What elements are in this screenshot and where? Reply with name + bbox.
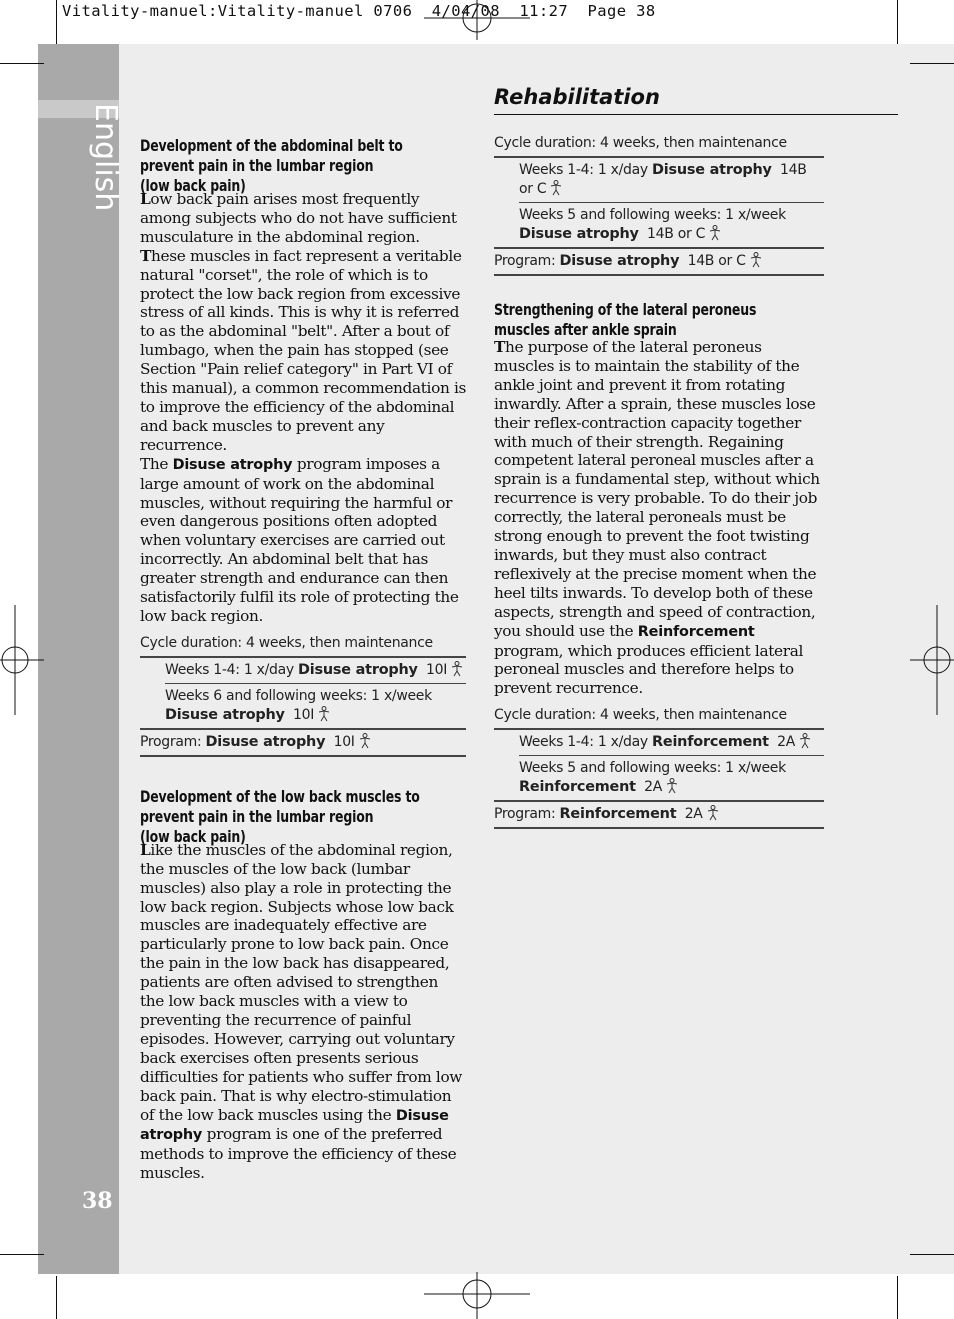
print-slug-line: Vitality-manuel:Vitality-manuel 0706 4/04/08 11:27 Page 38 xyxy=(62,2,656,20)
person-figure-icon xyxy=(706,805,720,821)
crop-mark xyxy=(56,0,57,44)
person-figure-icon xyxy=(358,733,372,749)
crop-mark xyxy=(0,1254,44,1255)
peroneus-heading: Strengthening of the lateral peroneus muscles after ankle sprain xyxy=(494,300,757,339)
crop-mark xyxy=(897,0,898,44)
registration-mark-icon xyxy=(424,1272,530,1319)
language-tab xyxy=(88,103,124,213)
rehab-program-table xyxy=(494,132,824,276)
abdominal-paragraph-3: The Disuse atrophy program imposes a large amount of work on the abdominal muscles, without requiring the harmful or even dangerous positions often adopted when voluntary exercises are carried out incorrectly. An abdominal belt that has greater strength and endurance can then satisfactorily fulfil its role of protecting the low back region. xyxy=(140,454,459,625)
person-figure-icon xyxy=(665,778,679,794)
person-figure-icon xyxy=(798,733,812,749)
table-row: Weeks 5 and following weeks: 1 x/week Disuse atrophy 14B or C xyxy=(519,207,786,242)
table-row: Program: Reinforcement 2A xyxy=(494,802,824,827)
cycle-duration: Cycle duration: 4 weeks, then maintenance xyxy=(494,135,787,151)
right-column xyxy=(494,136,824,829)
peroneus-paragraph-1: The purpose of the lateral peroneus muscles is to maintain the stability of the ankle joint and prevent it from rotating inwardly. After a sprain, these muscles lose their reflex-contraction capacity together with much of their strength. Regaining competent lateral peroneal muscles after a sprain is a fundamental step, without which recurrence is very probable. To do their job correctly, the lateral peroneals must be strong enough to prevent the foot twisting inwards, but they must also contract reflexively at the precise moment when the heel tilts inwards. To develop both of these aspects, strength and speed of contraction, you should use the Reinforcement program, which produces efficient lateral peroneal muscles and therefore helps to prevent recurrence. xyxy=(494,338,820,698)
registration-mark-icon xyxy=(424,0,530,40)
crop-mark xyxy=(910,1254,954,1255)
abdominal-program-table xyxy=(140,632,466,757)
abdominal-paragraph-1: Low back pain arises most frequently among subjects who do not have sufficient musculature in the abdominal region. xyxy=(140,190,457,246)
lowback-heading: Development of the low back muscles to prevent pain in the lumbar region (low back pain) xyxy=(140,786,420,846)
title-rule xyxy=(494,114,898,115)
person-figure-icon xyxy=(708,225,722,241)
abdominal-heading: Development of the abdominal belt to prevent pain in the lumbar region (low back pain) xyxy=(140,136,403,195)
left-column xyxy=(140,136,466,1183)
section-title: Rehabilitation xyxy=(494,85,660,109)
lowback-paragraph-1: Like the muscles of the abdominal region, the muscles of the low back (lumbar muscles) also play a role in protecting the low back region. Subjects whose low back muscles are inadequately effective are particularly prone to low back pain. Once the pain in the low back has disappeared, patients are often advised to strengthen the low back muscles with a view to preventing the recurrence of painful episodes. However, carrying out voluntary back exercises often presents serious difficulties for patients who suffer from low back pain. That is why electro-stimulation of the low back muscles using the Disuse atrophy program is one of the preferred methods to improve the efficiency of these muscles. xyxy=(140,840,463,1183)
crop-mark xyxy=(910,63,954,64)
table-row: Weeks 5 and following weeks: 1 x/week Reinforcement 2A xyxy=(519,760,786,796)
person-figure-icon xyxy=(549,180,563,196)
page-number: 38 xyxy=(82,1188,113,1214)
abdominal-paragraph-2: These muscles in fact represent a veritable natural "corset", the role of which is to protect the low back region from excessive stress of all kinds. This is why it is referred to as the abdominal "belt". After a bout of lumbago, when the pain has stopped (see Section "Pain relief category" in Part VI of this manual), a common recommendation is to improve the efficiency of the abdominal and back muscles to prevent any recurrence. xyxy=(140,246,467,454)
language-label: English xyxy=(88,103,123,212)
sidebar-band xyxy=(38,44,119,1274)
registration-mark-icon xyxy=(910,605,954,715)
table-row: Program: Disuse atrophy 14B or C xyxy=(494,249,824,274)
crop-mark xyxy=(0,63,44,64)
person-figure-icon xyxy=(317,706,331,722)
crop-mark xyxy=(897,1276,898,1319)
table-row: Weeks 1-4: 1 x/day Reinforcement 2A xyxy=(519,730,824,755)
table-row: Program: Disuse atrophy 10I xyxy=(140,730,466,755)
cycle-duration: Cycle duration: 4 weeks, then maintenance xyxy=(140,634,433,651)
registration-mark-icon xyxy=(0,605,44,715)
table-row: Weeks 1-4: 1 x/day Disuse atrophy 10I xyxy=(165,658,466,683)
cycle-duration: Cycle duration: 4 weeks, then maintenance xyxy=(494,707,787,724)
table-row: Weeks 1-4: 1 x/day Disuse atrophy 14B or C xyxy=(519,162,807,197)
table-row: Weeks 6 and following weeks: 1 x/week Disuse atrophy 10I xyxy=(165,687,432,723)
person-figure-icon xyxy=(749,252,763,268)
crop-mark xyxy=(56,1276,57,1319)
person-figure-icon xyxy=(450,661,464,677)
peroneus-program-table xyxy=(494,704,824,829)
